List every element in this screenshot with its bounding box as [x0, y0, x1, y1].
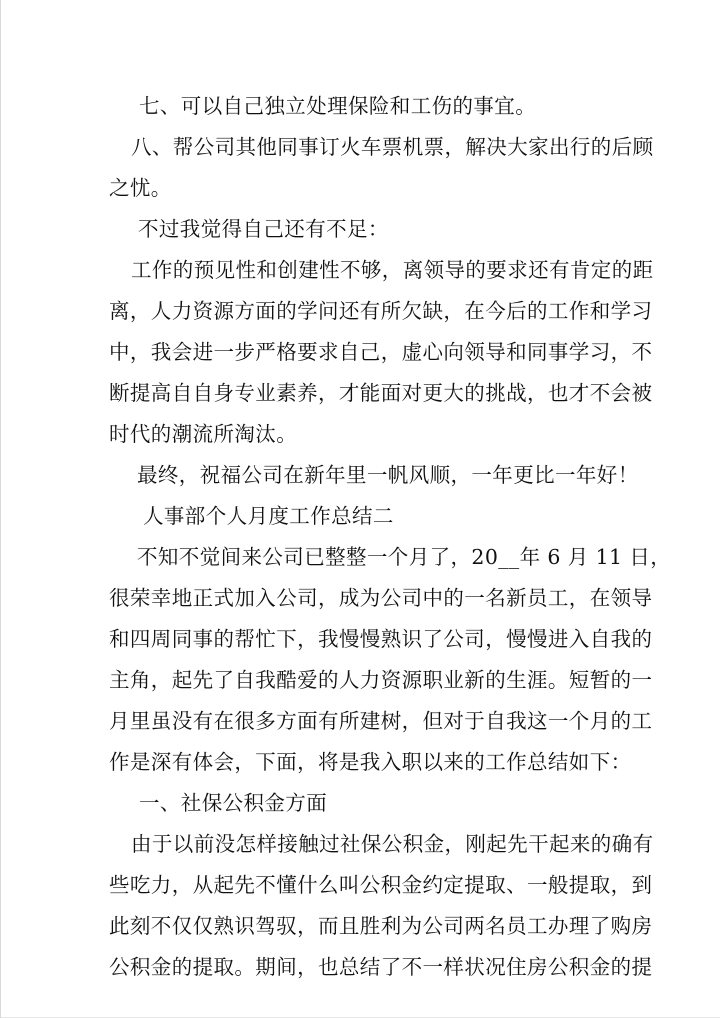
text-line-13: 很荣幸地正式加入公司，成为公司中的一名新员工，在领导	[109, 586, 653, 610]
text-line-20: 些吃力，从起先不懂什么叫公积金约定提取、一般提取，到	[109, 873, 653, 897]
text-line-4: 不过我觉得自己还有不足：	[138, 217, 389, 241]
text-line-16: 月里虽没有在很多方面有所建树，但对于自我这一个月的工	[109, 709, 653, 733]
text-line-10: 最终，祝福公司在新年里一帆风顺，一年更比一年好！	[137, 463, 639, 487]
text-line-17: 作是深有体会，下面，将是我入职以来的工作总结如下：	[109, 750, 632, 774]
text-line-8: 断提高自自身专业素养，才能面对更大的挑战，也才不会被	[109, 381, 653, 405]
text-line-1: 七、可以自己独立处理保险和工伤的事宜。	[139, 94, 537, 118]
text-line-14: 和四周同事的帮忙下，我慢慢熟识了公司，慢慢进入自我的	[109, 627, 653, 651]
text-line-5: 工作的预见性和创建性不够，离领导的要求还有肯定的距	[131, 258, 654, 282]
text-line-9: 时代的潮流所淘汰。	[109, 422, 298, 446]
section-heading-2: 人事部个人月度工作总结二	[143, 504, 394, 528]
text-line-2: 八、帮公司其他同事订火车票机票，解决大家出行的后顾	[131, 135, 654, 159]
text-line-3: 之忧。	[109, 176, 172, 200]
text-line-21: 此刻不仅仅熟识驾驭，而且胜利为公司两名员工办理了购房	[109, 914, 653, 938]
text-line-12: 不知不觉间来公司已整整一个月了，20__年 6 月 11 日，	[137, 545, 672, 569]
text-line-7: 中，我会进一步严格要求自己，虚心向领导和同事学习，不	[109, 340, 653, 364]
text-line-22: 公积金的提取。期间，也总结了不一样状况住房公积金的提	[109, 955, 653, 979]
text-line-15: 主角，起先了自我酷爱的人力资源职业新的生涯。短暂的一	[109, 668, 653, 692]
text-line-19: 由于以前没怎样接触过社保公积金，刚起先干起来的确有	[131, 832, 654, 856]
text-line-6: 离，人力资源方面的学问还有所欠缺，在今后的工作和学习	[109, 299, 653, 323]
subheading-social-insurance: 一、社保公积金方面	[139, 791, 328, 815]
